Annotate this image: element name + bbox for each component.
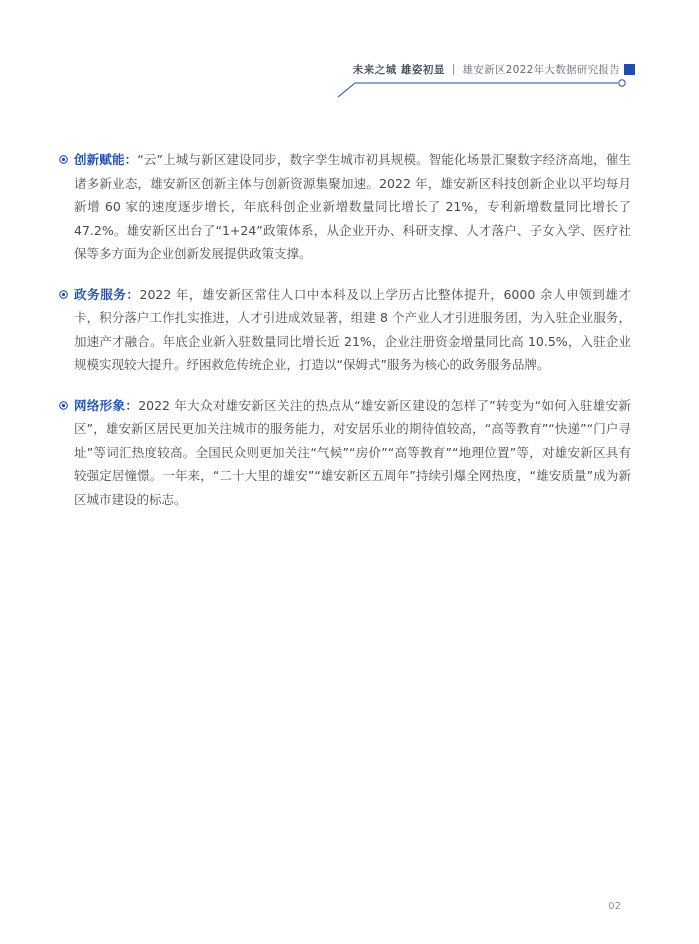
section-innovation bbox=[58, 148, 631, 266]
section-label: 政务服务： bbox=[74, 286, 140, 302]
section-government-services bbox=[58, 283, 631, 377]
page-header bbox=[353, 61, 620, 77]
header-separator: | bbox=[451, 63, 456, 75]
header-report-title: 雄安新区2022年大数据研究报告 bbox=[462, 63, 620, 76]
section-label: 创新赋能： bbox=[74, 152, 138, 167]
section-text: 2022 年，雄安新区常住人口中本科及以上学历占比整体提升，6000 余人申领到雄才卡，积分落户工作扎实推进，人才引进成效显著，组建 8 个产业人才引进服务团，为入驻企业服务，加速产才融合。年底企业新入驻数量同比增长近 21%，企业注册资金增量同比高 10.5%，入驻企业规模实现较大提升。纾困救危传统企业，打造以“保姆式”服务为核心的政务服务品牌。 bbox=[74, 286, 631, 372]
page-number: 02 bbox=[608, 901, 621, 912]
section-label: 网络形象： bbox=[74, 397, 139, 413]
header-decoration-line bbox=[0, 0, 699, 110]
target-bullet-icon bbox=[59, 401, 68, 410]
target-bullet-icon bbox=[59, 290, 68, 299]
section-text: 2022 年大众对雄安新区关注的热点从“雄安新区建设的怎样了”转变为“如何入驻雄安新区”，雄安新区居民更加关注城市的服务能力，对安居乐业的期待值较高，“高等教育”“快递”“门户寻址”等词汇热度较高。全国民众则更加关注“气候”“房价”“高等教育”“地理位置”等，对雄安新区具有较强定居憧憬。一年来，“二十大里的雄安”“雄安新区五周年”持续引爆全网热度，“雄安质量”成为新区城市建设的标志。 bbox=[74, 397, 631, 507]
section-text: “云”上城与新区建设同步，数字孪生城市初具规模。智能化场景汇聚数字经济高地，催生诸多新业态，雄安新区创新主体与创新资源集聚加速。2022 年，雄安新区科技创新企业以平均每月新增 60 家的速度逐步增长，年底科创企业新增数量同比增长了 21%，专利新增数量同比增长了 47.2%。雄安新区出台了“1+24”政策体系，从企业开办、科研支撑、人才落户、子女入学、医疗社保等多方面为企业创新发展提供政策支撑。 bbox=[74, 152, 631, 261]
section-online-image bbox=[58, 394, 631, 512]
header-slogan: 未来之城 雄姿初显 bbox=[352, 63, 445, 76]
target-bullet-icon bbox=[59, 155, 68, 164]
main-content bbox=[58, 148, 631, 528]
square-icon bbox=[624, 64, 635, 75]
